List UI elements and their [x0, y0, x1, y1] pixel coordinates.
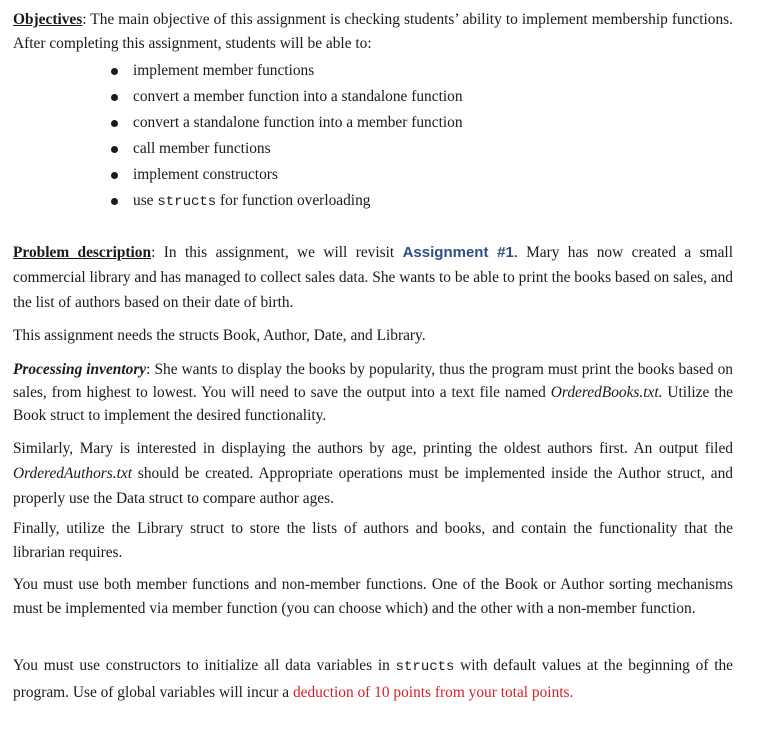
list-item: convert a member function into a standalone function: [109, 84, 463, 110]
problem-heading: Problem description: [13, 244, 152, 261]
bullet-icon: [111, 198, 118, 205]
bullet-icon: [111, 120, 118, 127]
bullet-icon: [111, 68, 118, 75]
bullet-icon: [111, 94, 118, 101]
list-item: use structs for function overloading: [109, 188, 463, 214]
penalty-text: deduction of 10 points from your total points.: [292, 684, 574, 701]
processing-label: Processing inventory: [13, 361, 147, 378]
authors-paragraph: Similarly, Mary is interested in displaying the authors by age, printing the oldest authors first. An output filed OrderedAuthors.txt should be created. Appropriate operations must be implemented inside the Author struct, and properly use the Data struct to compare author ages.: [13, 440, 733, 507]
list-item: implement member functions: [109, 58, 463, 84]
ordered-books-filename: OrderedBooks.txt.: [550, 384, 663, 401]
list-item: convert a standalone function into a member function: [109, 110, 463, 136]
list-item: call member functions: [109, 136, 463, 162]
constructors-paragraph: You must use constructors to initialize all data variables in structs with default values at the beginning of the program. Use of global variables will incur a deduction of 10 points from your total points.: [13, 657, 734, 701]
objectives-list: [109, 58, 463, 214]
bullet-icon: [111, 146, 118, 153]
member-functions-paragraph: You must use both member functions and non-member functions. One of the Book or Author sorting mechanisms must be implemented via member function (you can choose which) and the other with a non-member function.: [13, 576, 733, 617]
list-item: implement constructors: [109, 162, 463, 188]
bullet-icon: [111, 172, 118, 179]
code-structs: structs: [157, 194, 217, 210]
assignment-1-link[interactable]: Assignment #1: [402, 244, 514, 261]
objectives-text: : The main objective of this assignment is checking students’ ability to implement membership functions. After completing this assignment, students will be able to:: [13, 11, 733, 52]
code-structs: structs: [395, 659, 455, 675]
objectives-paragraph: [13, 8, 733, 56]
processing-inventory-paragraph: Processing inventory: She wants to display the books by popularity, thus the program must print the books based on sales, from highest to lowest. You will need to save the output into a text file named OrderedBooks.txt. Utilize the Book struct to implement the desired functionality.: [13, 361, 733, 424]
ordered-authors-filename: OrderedAuthors.txt: [13, 465, 132, 482]
structs-needed-paragraph: This assignment needs the structs Book, Author, Date, and Library.: [13, 327, 426, 344]
objectives-heading: Objectives: [13, 11, 83, 28]
problem-description-paragraph: Problem description: In this assignment, we will revisit Assignment #1. Mary has now created a small commercial library and has managed to collect sales data. She wants to be able to print the books based on sales, and the list of authors based on their date of birth.: [13, 244, 733, 311]
library-paragraph: Finally, utilize the Library struct to store the lists of authors and books, and contain the functionality that the librarian requires.: [13, 520, 733, 561]
